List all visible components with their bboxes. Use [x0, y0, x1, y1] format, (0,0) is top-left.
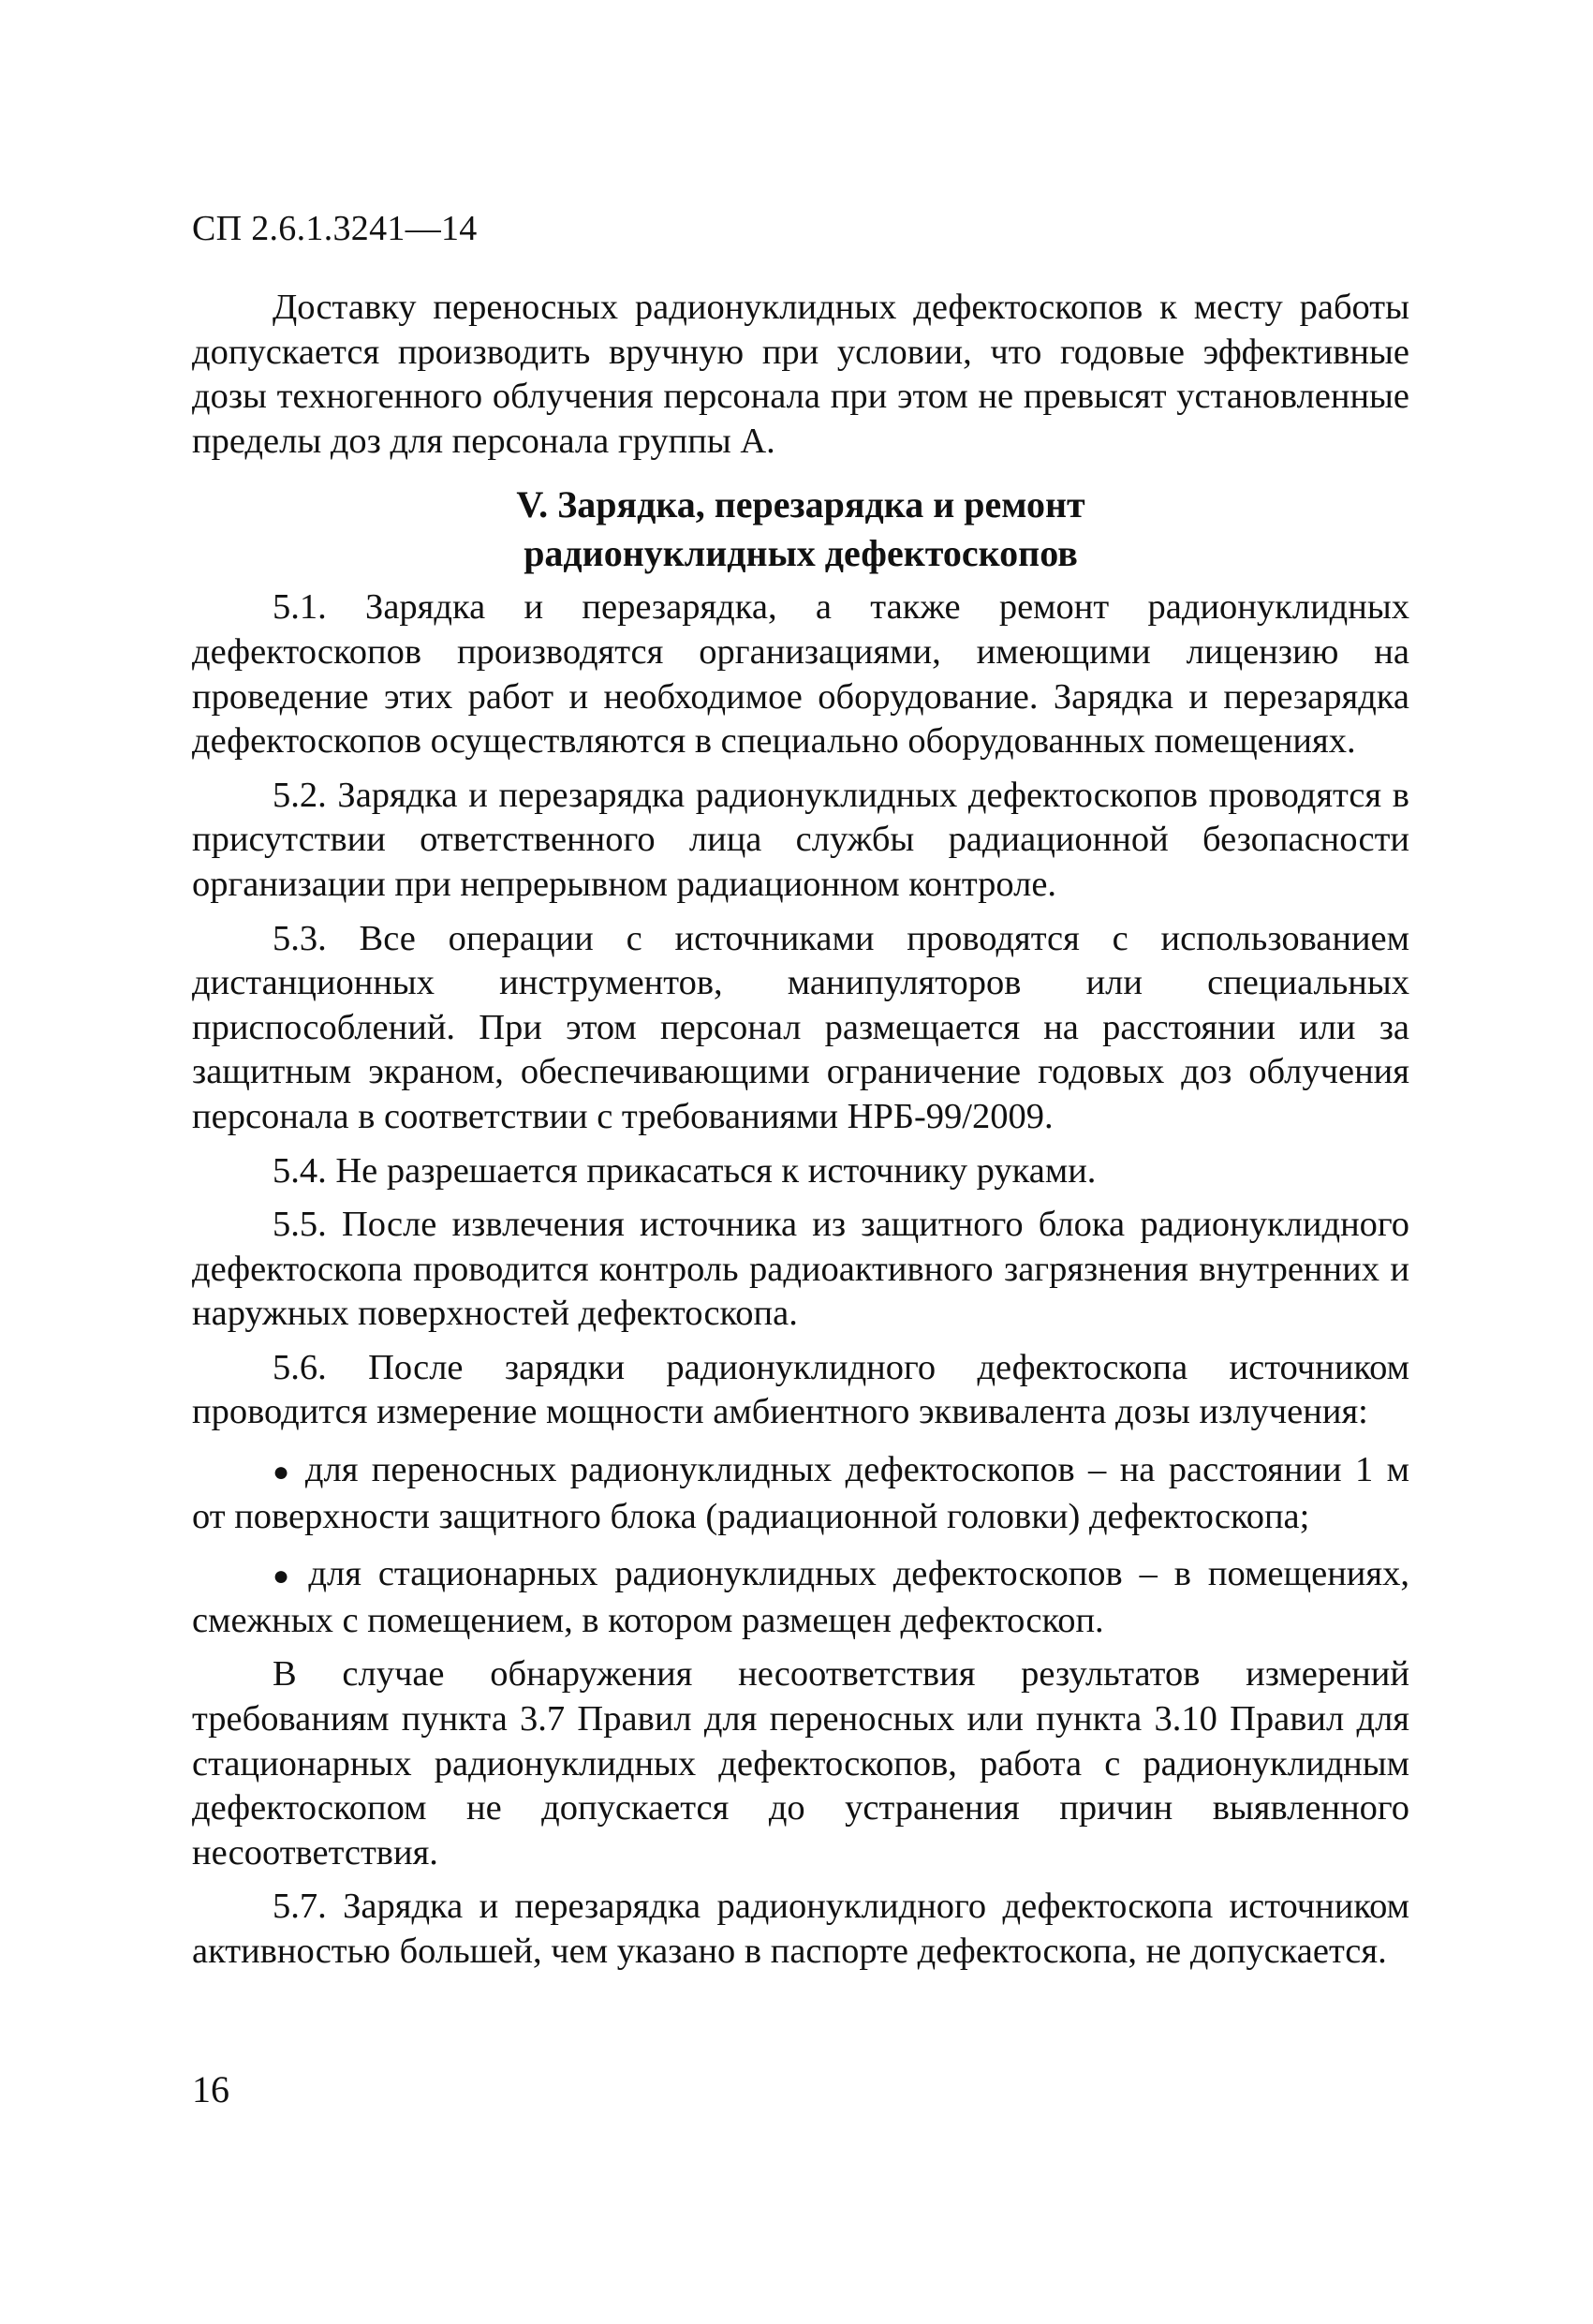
clause-5-5: 5.5. После извлечения источника из защитного блока радионуклидного дефектоскопа проводится контроль радиоактивного загрязнения внутренних и наружных поверхностей дефектоскопа.	[192, 1205, 1409, 1334]
document-code: СП 2.6.1.3241—14	[192, 209, 478, 248]
clause-5-3: 5.3. Все операции с источниками проводятся с использованием дистанционных инструментов, манипуляторов или специальных приспособлений. При этом персонал размещается на расстоянии или за защитным экраном, обеспечивающими ограничение годовых доз облучения персонала в соответствии с требованиями НРБ-99/2009.	[192, 918, 1409, 1136]
section-heading	[192, 481, 1409, 578]
clause-5-1: 5.1. Зарядка и перезарядка, а также ремонт радионуклидных дефектоскопов производятся организациями, имеющими лицензию на проведение этих работ и необходимое оборудование. Зарядка и перезарядка дефектоскопов осуществляются в специально оборудованных помещениях.	[192, 587, 1409, 762]
document-body	[192, 286, 1409, 1975]
clause-5-6-note: В случае обнаружения несоответствия результатов измерений требованиям пункта 3.7 Правил для переносных или пункта 3.10 Правил для стационарных радионуклидных дефектоскопов, работа с радионуклидным дефектоскопом не допускается до устранения причин выявленного несоответствия.	[192, 1654, 1409, 1873]
section-heading-line-2: радионуклидных дефектоскопов	[524, 532, 1078, 575]
bullet-icon: ●	[273, 1457, 294, 1488]
clause-5-4: 5.4. Не разрешается прикасаться к источнику руками.	[273, 1150, 1097, 1191]
page-number: 16	[192, 2068, 229, 2110]
bullet-icon: ●	[273, 1561, 298, 1592]
clause-5-7: 5.7. Зарядка и перезарядка радионуклидного дефектоскопа источником активностью большей, чем указано в паспорте дефектоскопа, не допускается.	[192, 1887, 1409, 1971]
bullet-text-stationary: для стационарных радионуклидных дефектоскопов – в помещениях, смежных с помещением, в котором размещен дефектоскоп.	[192, 1554, 1409, 1640]
intro-paragraph: Доставку переносных радионуклидных дефектоскопов к месту работы допускается производить вручную при условии, что годовые эффективные дозы техногенного облучения персонала при этом не превысят установленные пределы доз для персонала группы А.	[192, 288, 1409, 461]
clause-5-6: 5.6. После зарядки радионуклидного дефектоскопа источником проводится измерение мощности амбиентного эквивалента дозы излучения:	[192, 1347, 1409, 1432]
bullet-text-portable: для переносных радионуклидных дефектоскопов – на расстоянии 1 м от поверхности защитного блока (радиационной головки) дефектоскопа;	[192, 1450, 1410, 1536]
section-heading-line-1: V. Зарядка, перезарядка и ремонт	[516, 483, 1085, 526]
bullet-item-portable	[192, 1448, 1409, 1539]
clause-5-2: 5.2. Зарядка и перезарядка радионуклидных дефектоскопов проводятся в присутствии ответственного лица службы радиационной безопасности организации при непрерывном радиационном контроле.	[192, 775, 1409, 904]
bullet-item-stationary	[192, 1552, 1409, 1643]
